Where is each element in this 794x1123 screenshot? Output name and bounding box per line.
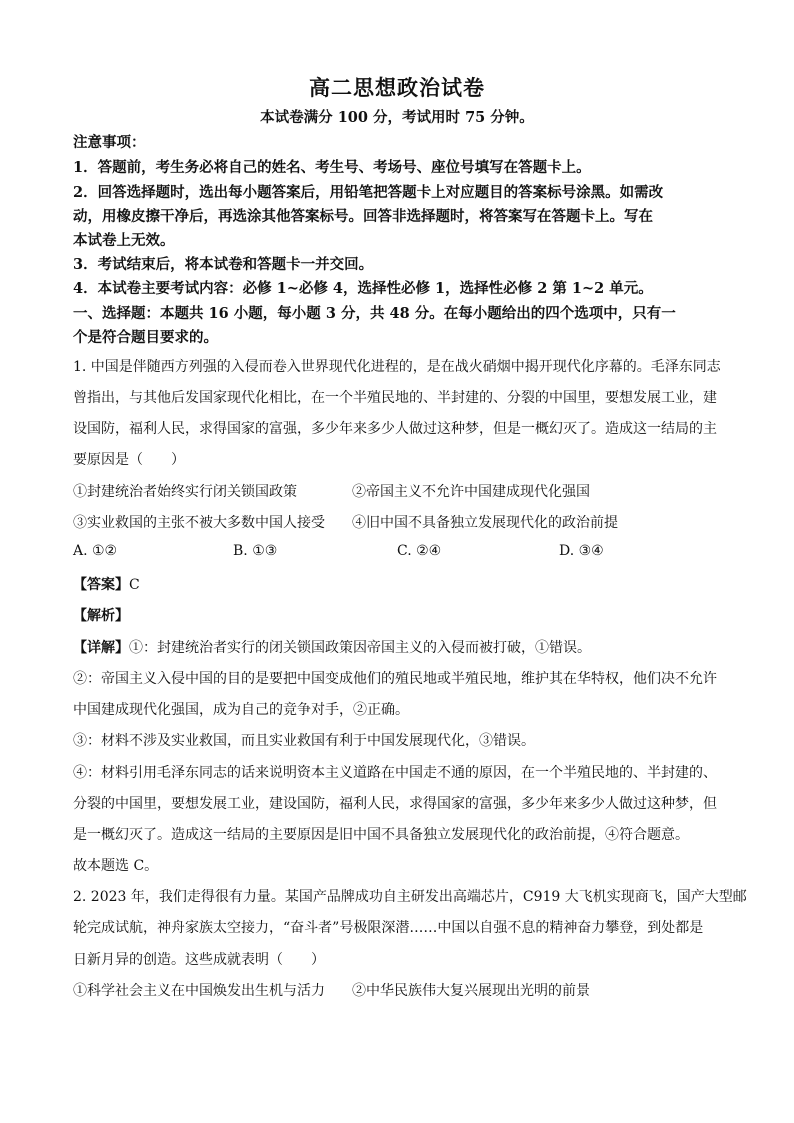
question-stem: 2. 2023 年，我们走得很有力量。某国产品牌成功自主研发出高端芯片，C919 大飞机实现商飞，国产大型邮 <box>73 889 747 905</box>
analysis-line: ②：帝国主义入侵中国的目的是要把中国变成他们的殖民地或半殖民地，维护其在华特权，他们决不允许 <box>73 671 717 687</box>
question-stem: 1. 中国是伴随西方列强的入侵而卷入世界现代化进程的，是在战火硝烟中揭开现代化序幕的。毛泽东同志 <box>73 359 721 375</box>
statement-item: ①封建统治者始终实行闭关锁国政策 <box>73 484 297 500</box>
choice-c: C. ②④ <box>397 543 442 559</box>
notice-line: 动，用橡皮擦干净后，再选涂其他答案标号。回答非选择题时，将答案写在答题卡上。写在 <box>73 208 653 225</box>
choice-b: B. ①③ <box>233 543 278 559</box>
detail-tag: 【详解】 <box>73 640 129 656</box>
analysis-line: ③：材料不涉及实业救国，而且实业救国有利于中国发展现代化，③错误。 <box>73 733 535 749</box>
statement-item: ②中华民族伟大复兴展现出光明的前景 <box>352 983 590 999</box>
section-heading: 个是符合题目要求的。 <box>73 329 218 346</box>
choice-a: A. ①② <box>73 543 118 559</box>
analysis-line: 中国建成现代化强国，成为自己的竞争对手，②正确。 <box>73 702 409 718</box>
statement-item: ①科学社会主义在中国焕发出生机与活力 <box>73 983 325 999</box>
answer-value: C <box>129 577 140 593</box>
notice-line: 3．考试结束后，将本试卷和答题卡一并交回。 <box>73 256 374 273</box>
question-stem: 要原因是（ ） <box>73 452 185 468</box>
question-stem: 设国防，福利人民，求得国家的富强，多少年来多少人做过这种梦，但是一概幻灭了。造成这一结局的主 <box>73 421 717 437</box>
notice-line: 4．本试卷主要考试内容：必修 1~必修 4，选择性必修 1，选择性必修 2 第 1~2 单元。 <box>73 280 653 297</box>
notice-line: 2．回答选择题时，选出每小题答案后，用铅笔把答题卡上对应题目的答案标号涂黑。如需改 <box>73 184 664 201</box>
question-stem: 曾指出，与其他后发国家现代化相比，在一个半殖民地的、半封建的、分裂的中国里，要想发展工业，建 <box>73 390 717 406</box>
analysis-line: 是一概幻灭了。造成这一结局的主要原因是旧中国不具备独立发展现代化的政治前提，④符合题意。 <box>73 827 689 843</box>
notice-line: 1．答题前，考生务必将自己的姓名、考生号、考场号、座位号填写在答题卡上。 <box>73 159 591 176</box>
analysis-line: 【详解】①：封建统治者实行的闭关锁国政策因帝国主义的入侵而被打破，①错误。 <box>73 640 591 656</box>
notice-line: 本试卷上无效。 <box>73 232 175 249</box>
analysis-line: 分裂的中国里，要想发展工业，建设国防，福利人民，求得国家的富强，多少年来多少人做过这种梦，但 <box>73 796 717 812</box>
section-heading: 一、选择题：本题共 16 小题，每小题 3 分，共 48 分。在每小题给出的四个选项中，只有一 <box>73 305 676 322</box>
statement-item: ③实业救国的主张不被大多数中国人接受 <box>73 515 325 531</box>
statement-item: ②帝国主义不允许中国建成现代化强国 <box>352 484 590 500</box>
question-stem: 日新月异的创造。这些成就表明（ ） <box>73 952 325 968</box>
analysis-conclusion: 故本题选 C。 <box>73 858 159 874</box>
analysis-tag: 【解析】 <box>73 608 129 624</box>
exam-info: 本试卷满分 100 分，考试用时 75 分钟。 <box>260 109 534 126</box>
page-title: 高二思想政治试卷 <box>309 75 485 100</box>
answer-tag: 【答案】 <box>73 577 129 593</box>
notice-heading: 注意事项： <box>73 134 146 151</box>
statement-item: ④旧中国不具备独立发展现代化的政治前提 <box>352 515 618 531</box>
question-stem: 轮完成试航，神舟家族太空接力，“奋斗者”号极限深潜……中国以自强不息的精神奋力攀登，到处都是 <box>73 920 704 936</box>
analysis-line: ④：材料引用毛泽东同志的话来说明资本主义道路在中国走不通的原因，在一个半殖民地的、半封建的、 <box>73 765 717 781</box>
answer-line <box>73 574 140 594</box>
choice-d: D. ③④ <box>559 543 604 559</box>
